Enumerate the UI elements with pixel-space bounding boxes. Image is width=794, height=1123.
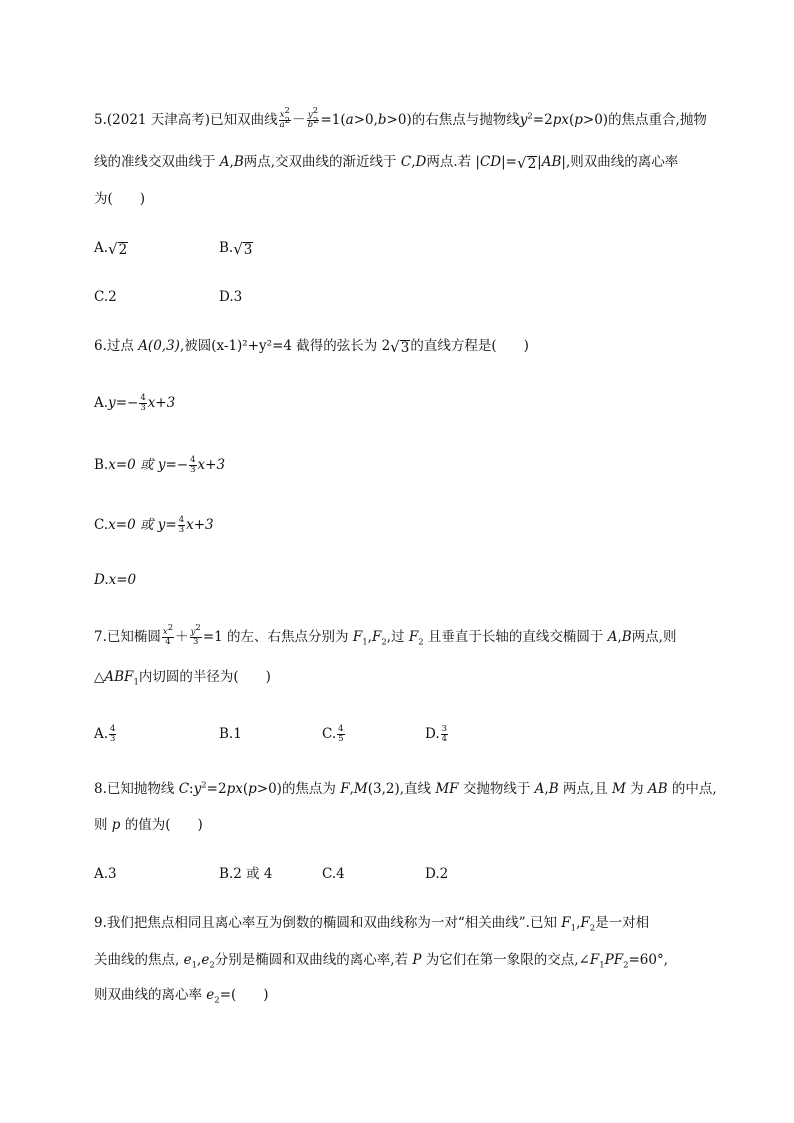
q7-line1: 7.已知椭圆 $\frac{x^2}{4}$ ＋ $\frac{y^2}{3}$ =1 的左、右焦点分别为 $F_1,F_2$,过 $F_2$ 且垂直于长轴的直线交椭圆于 A,B两点,则 bbox=[94, 623, 677, 648]
q9-line3: 则双曲线的离心率 $e_2=$( ) bbox=[94, 987, 269, 1006]
q5-line2: 线的准线交双曲线于 A,B两点,交双曲线的渐近线于 C,D两点.若 |CD|= √ 2 |AB|,则双曲线的离心率 bbox=[94, 153, 679, 172]
q8-option-b[interactable]: B.2 或 4 bbox=[219, 866, 273, 882]
q7-line2: $\triangle ABF_1$内切圆的半径为( ) bbox=[94, 669, 271, 688]
q5-option-c[interactable]: C.2 bbox=[94, 289, 117, 305]
q8-option-a[interactable]: A.3 bbox=[94, 866, 117, 882]
q5-option-d[interactable]: D.3 bbox=[219, 289, 243, 305]
q5-line1: 5.(2021 天津高考)已知双曲线 $\frac{x^2}{a^2}$ － $\frac{y^2}{b^2}$ =1(a>0,b>0)的右焦点与抛物线$y^2=2px(p>0)$的焦点重合,抛物 bbox=[94, 106, 707, 130]
q6-option-a[interactable]: A.y=− $\frac{4}{3}$ x+3 bbox=[94, 393, 176, 413]
q6-option-c[interactable]: C.x=0 或 y= $\frac{4}{3}$ x+3 bbox=[94, 515, 214, 535]
q7-option-d[interactable]: D. $\frac{3}{4}$ bbox=[425, 724, 448, 744]
q8-option-d[interactable]: D.2 bbox=[425, 866, 449, 882]
q5-line3: 为( ) bbox=[94, 191, 146, 207]
q5-option-a[interactable]: A. √ 2 bbox=[94, 239, 128, 258]
q5-option-b[interactable]: B. √ 3 bbox=[219, 239, 253, 258]
q9-line2: 关曲线的焦点, $e_1,e_2$分别是椭圆和双曲线的离心率,若 P 为它们在第一象限的交点$,\angle F_1PF_2=60^\circ$, bbox=[94, 952, 669, 971]
q7-option-b[interactable]: B.1 bbox=[219, 726, 242, 742]
q6-option-b[interactable]: B.x=0 或 y=− $\frac{4}{3}$ x+3 bbox=[94, 455, 226, 475]
q9-line1: 9.我们把焦点相同且离心率互为倒数的椭圆和双曲线称为一对“相关曲线”.已知 $F_1,F_2$是一对相 bbox=[94, 915, 650, 934]
q6-line1: 6.过点 A(0,3),被圆(x-1)²+y²=4 截得的弦长为 2 √ 3 的直线方程是( ) bbox=[94, 337, 529, 356]
q7-option-c[interactable]: C. $\frac{4}{5}$ bbox=[322, 724, 344, 744]
q8-option-c[interactable]: C.4 bbox=[322, 866, 345, 882]
sqrt-2: √ 2 bbox=[517, 153, 537, 172]
q8-line2: 则 p 的值为( ) bbox=[94, 817, 203, 833]
q7-option-a[interactable]: A. $\frac{4}{3}$ bbox=[94, 724, 116, 744]
q8-line1: 8.已知抛物线 $C:y^2=2px(p>0)$的焦点为 F,M(3,2),直线 MF 交抛物线于 A,B 两点,且 M 为 AB 的中点, bbox=[94, 780, 717, 797]
q6-option-d[interactable]: D.x=0 bbox=[94, 572, 137, 588]
